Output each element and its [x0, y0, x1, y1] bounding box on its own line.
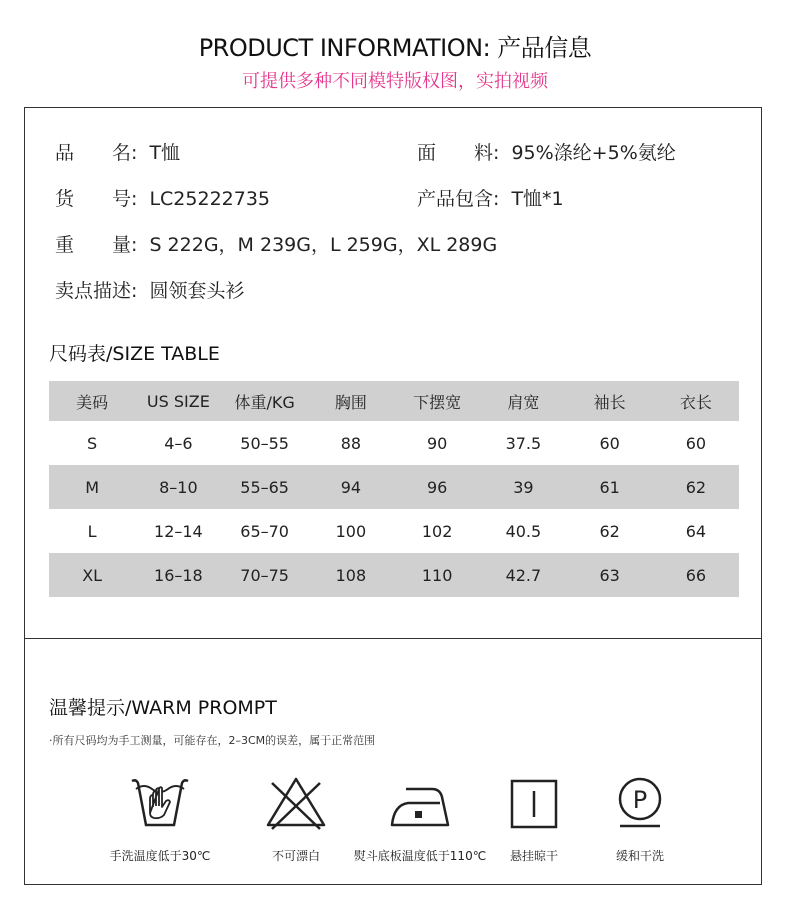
page-subtitle: 可提供多种不同模特版权图，实拍视频 — [242, 71, 548, 92]
table-cell: 40.5 — [505, 521, 542, 541]
care-label: 悬挂晾干 — [509, 849, 558, 863]
table-header-cell: 胸围 — [308, 381, 394, 421]
table-cell: 50–55 — [240, 433, 289, 453]
code-value: LC25222735 — [149, 188, 271, 210]
page-title: PRODUCT INFORMATION: 产品信息 — [198, 34, 592, 62]
no-bleach-icon — [264, 773, 328, 833]
weight-label: 重 量: — [55, 234, 138, 256]
includes-label: 产品包含: — [417, 188, 500, 210]
table-cell: 4–6 — [164, 433, 193, 453]
table-cell: 70–75 — [222, 553, 308, 597]
table-cell: 62 — [599, 521, 620, 541]
svg-text:P: P — [632, 786, 648, 814]
name-value: T恤 — [149, 142, 181, 164]
table-cell: 96 — [394, 465, 480, 509]
table-header-cell: 下摆宽 — [394, 381, 480, 421]
weight-value: S 222G，M 239G，L 259G，XL 289G — [149, 234, 498, 256]
table-cell: 100 — [335, 521, 367, 541]
code-label: 货 号: — [55, 188, 138, 210]
selling-row — [55, 276, 244, 303]
table-cell: 66 — [653, 553, 739, 597]
table-cell: S — [87, 433, 98, 453]
table-header-cell: 肩宽 — [480, 381, 566, 421]
table-header-cell: 体重/KG — [222, 381, 308, 421]
includes-row — [417, 184, 564, 211]
table-cell: 61 — [567, 465, 653, 509]
table-header-cell: 袖长 — [567, 381, 653, 421]
hand-wash-icon — [128, 773, 192, 833]
table-cell: 37.5 — [505, 433, 542, 453]
table-cell: 55–65 — [222, 465, 308, 509]
selling-value: 圆领套头衫 — [149, 280, 245, 302]
table-cell: 60 — [599, 433, 620, 453]
care-label: 不可漂白 — [271, 849, 320, 863]
table-cell: 60 — [685, 433, 707, 453]
care-item-hand-wash — [85, 773, 235, 864]
table-cell: 63 — [567, 553, 653, 597]
table-header-cell: US SIZE — [135, 381, 221, 421]
table-header-cell: 美码 — [49, 381, 135, 421]
table-row — [49, 465, 739, 509]
hang-dry-icon — [502, 773, 566, 833]
table-header-row — [49, 381, 739, 421]
size-table — [49, 381, 739, 597]
includes-value: T恤*1 — [511, 188, 564, 210]
fabric-value: 95%涤纶+5%氨纶 — [511, 142, 676, 164]
size-table-title: 尺码表/SIZE TABLE — [49, 343, 220, 365]
weight-row — [55, 230, 497, 257]
warm-prompt-title: 温馨提示/WARM PROMPT — [49, 697, 277, 719]
name-row — [55, 138, 180, 165]
fabric-row — [417, 138, 676, 165]
table-cell: 90 — [426, 433, 448, 453]
table-cell: 88 — [340, 433, 362, 453]
table-cell: 42.7 — [480, 553, 566, 597]
table-row — [49, 553, 739, 597]
table-cell: L — [87, 521, 97, 541]
code-row — [55, 184, 270, 211]
care-item-dry-clean — [565, 773, 715, 864]
care-label: 缓和干洗 — [615, 849, 664, 863]
table-cell: 8–10 — [135, 465, 221, 509]
table-row — [49, 509, 739, 553]
iron-low-icon — [388, 773, 452, 833]
table-row — [49, 421, 739, 465]
care-label: 熨斗底板温度低于110℃ — [353, 849, 487, 863]
table-cell: 65–70 — [240, 521, 289, 541]
table-cell: 39 — [480, 465, 566, 509]
table-cell: 110 — [394, 553, 480, 597]
table-cell: XL — [49, 553, 135, 597]
selling-label: 卖点描述: — [55, 280, 138, 302]
table-cell: 62 — [653, 465, 739, 509]
table-cell: 102 — [421, 521, 453, 541]
fabric-label: 面 料: — [417, 142, 500, 164]
table-cell: M — [49, 465, 135, 509]
table-cell: 64 — [685, 521, 707, 541]
name-label: 品 名: — [55, 142, 138, 164]
section-divider — [25, 638, 761, 639]
care-label: 手洗温度低于30℃ — [109, 849, 211, 863]
gentle-dry-clean-icon — [608, 773, 672, 833]
table-cell: 108 — [308, 553, 394, 597]
table-cell: 94 — [308, 465, 394, 509]
table-cell: 12–14 — [154, 521, 203, 541]
table-header-cell: 衣长 — [653, 381, 739, 421]
table-cell: 16–18 — [135, 553, 221, 597]
measurement-note: ·所有尺码均为手工测量，可能存在，2–3CM的误差，属于正常范围 — [49, 734, 376, 747]
info-frame — [24, 107, 762, 885]
